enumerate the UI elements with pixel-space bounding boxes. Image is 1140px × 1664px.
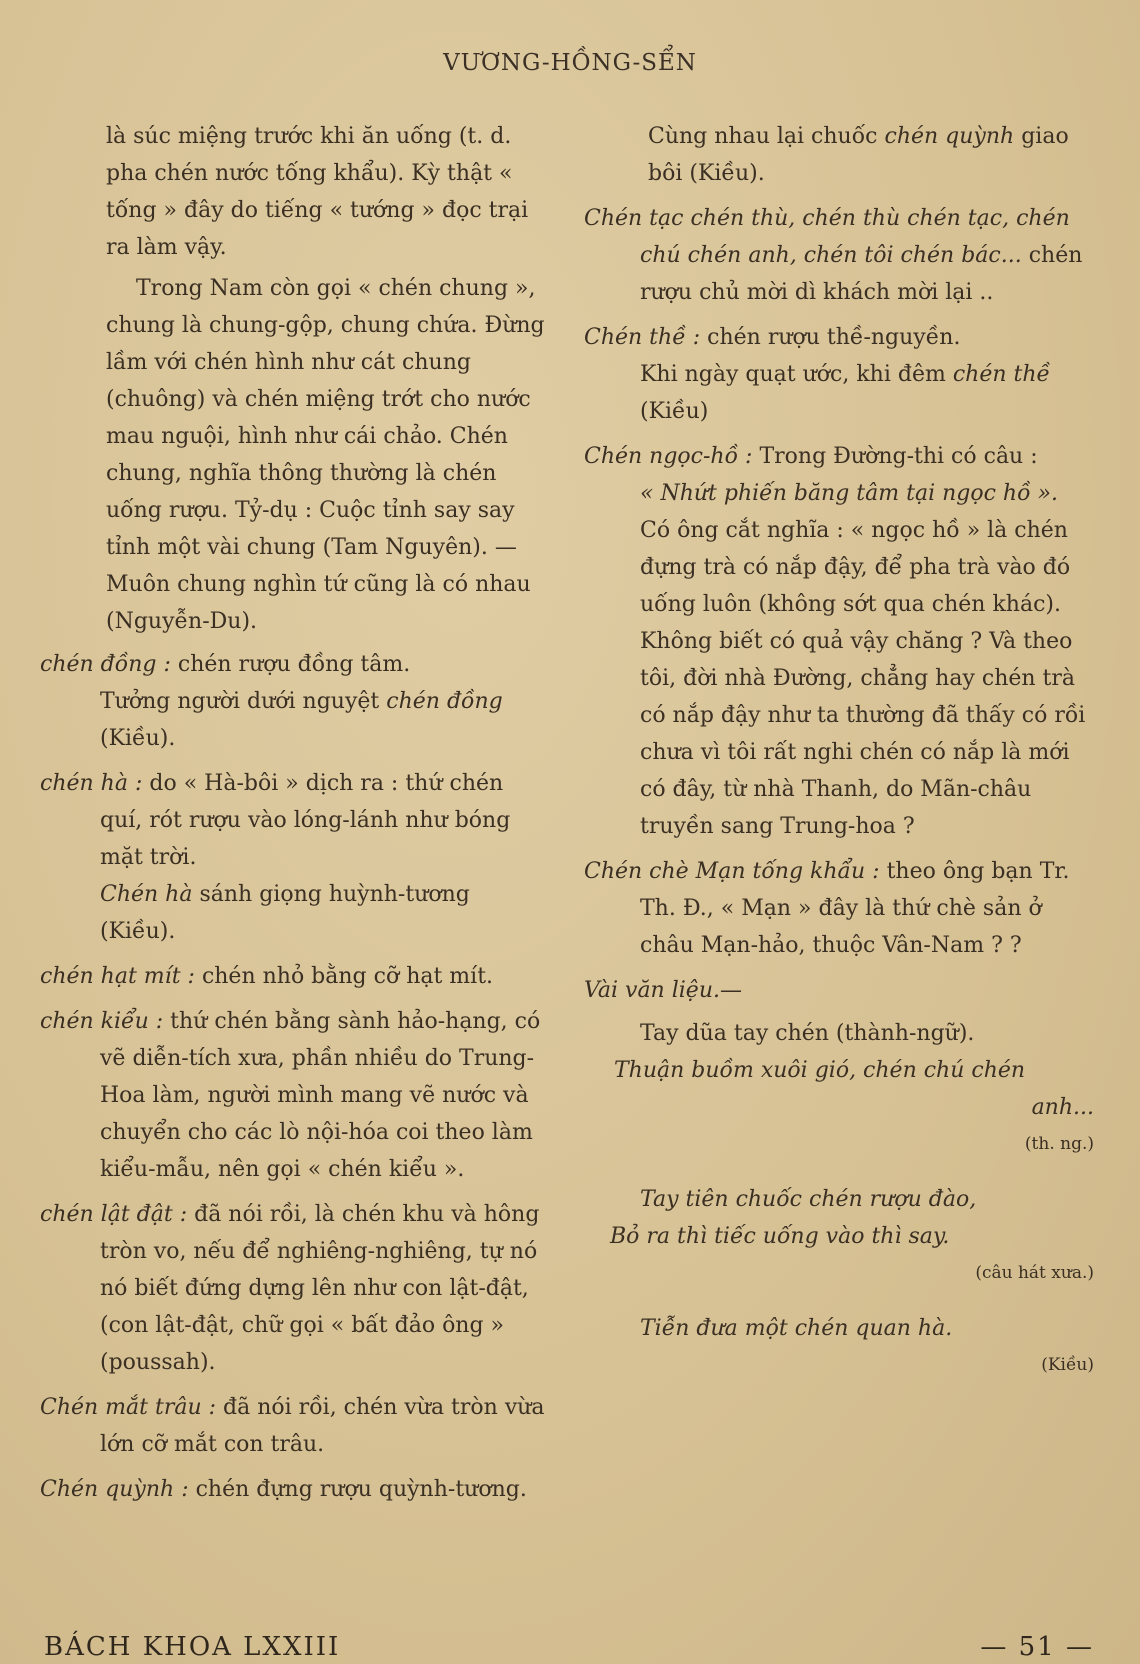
quote: Khi ngày quạt ước, khi đêm (640, 362, 946, 387)
entry-term: chén đồng : (40, 652, 171, 677)
entry-definition: thứ chén bằng sành hảo-hạng, có vẽ diễn-tích xưa, phần nhiều do Trung-Hoa làm, người mình mang vẽ nước và chuyển cho các lò nội-hóa coi theo làm kiểu-mẫu, nên gọi « chén kiểu ». (100, 1009, 541, 1182)
entry-term: Chén chè Mạn tống khẩu : (584, 859, 880, 884)
entry-definition: chén rượu đồng tâm. (177, 652, 411, 677)
quote-source: (Kiều). (100, 726, 176, 751)
entry-definition: do « Hà-bôi » dịch ra : thứ chén quí, rót rượu vào lóng-lánh như bóng mặt trời. (100, 771, 511, 870)
page-number: — 51 — (980, 1632, 1094, 1662)
entry-definition: chén nhỏ bằng cỡ hạt mít. (201, 964, 494, 989)
verse-line: Tay tiên chuốc chén rượu đào, (640, 1187, 977, 1212)
entry-definition: đã nói rồi, chén vừa tròn vừa lớn cỡ mắt con trâu. (100, 1395, 545, 1457)
quote-emph: chén quỳnh (884, 124, 1015, 149)
entry-term: Chén ngọc-hồ : (584, 444, 753, 469)
entry-chen-che-man (584, 853, 1094, 964)
right-column (584, 118, 1094, 1384)
quote-emph: « Nhứt phiến băng tâm tại ngọc hồ ». (640, 481, 1058, 506)
entry-chen-mat-trau (40, 1389, 550, 1463)
entry-chen-ha (40, 765, 550, 950)
verse-line: anh... (1031, 1095, 1094, 1120)
quote: Tưởng người dưới nguyệt (100, 689, 380, 714)
entry-term: chén kiểu : (40, 1009, 164, 1034)
entry-chen-kieu (40, 1003, 550, 1188)
entry-chen-quynh (40, 1471, 550, 1508)
entry-definition: theo ông bạn Tr. Th. Đ., « Mạn » đây là thứ chè sản ở châu Mạn-hảo, thuộc Vân-Nam ? ? (640, 859, 1070, 958)
entry-chen-the (584, 319, 1094, 430)
section-title: Vài văn liệu.— (584, 978, 742, 1003)
entry-term: chén hà : (40, 771, 143, 796)
magazine-name: BÁCH KHOA LXXIII (44, 1632, 341, 1662)
proverb: Tay dũa tay chén (thành-ngữ). (640, 1021, 975, 1046)
entry-chen-lat-dat (40, 1196, 550, 1381)
entry-term: chén hạt mít : (40, 964, 195, 989)
entry-chen-dong (40, 646, 550, 757)
verse-line: Thuận buồm xuôi gió, chén chú chén (614, 1058, 1026, 1083)
quote: giao bôi (Kiều). (648, 124, 1069, 186)
entry-definition: chén rượu chủ mời dì khách mời lại .. (640, 243, 1083, 305)
quote-emph: chén đồng (386, 689, 503, 714)
entry-chen-tac (584, 200, 1094, 311)
paragraph: Trong Nam còn gọi « chén chung », chung là chung-gộp, chung chứa. Đừng lầm với chén hình như cát chung (chuông) và chén miệng trớt cho nước mau nguội, hình như cái chảo. Chén chung, nghĩa thông thường là chén uống rượu. Tỷ-dụ : Cuộc tỉnh say say tỉnh một vài chung (Tam Nguyên). — Muôn chung nghìn tứ cũng là có nhau (Nguyễn-Du). (106, 276, 545, 634)
page-footer (44, 1632, 1094, 1662)
entry-definition: chén rượu thề-nguyền. (707, 325, 961, 350)
entry-term: Chén mắt trâu : (40, 1395, 217, 1420)
verse-source: (Kiều) (1041, 1355, 1094, 1375)
quote: sánh giọng huỳnh-tương (Kiều). (100, 882, 470, 944)
running-header: VƯƠNG-HỒNG-SỂN (443, 50, 697, 76)
paragraph: là súc miệng trước khi ăn uống (t. d. pha chén nước tống khẩu). Kỳ thật « tống » đây do tiếng « tướng » đọc trại ra làm vậy. (106, 124, 529, 260)
quote-emph: chén thề (952, 362, 1051, 387)
verse-source: (th. ng.) (1024, 1134, 1094, 1154)
entry-definition: chén đựng rượu quỳnh-tương. (195, 1477, 527, 1502)
quote-emph: Chén hà (100, 882, 193, 907)
verse-source: (câu hát xưa.) (975, 1263, 1094, 1283)
entry-term: Chén thề : (584, 325, 701, 350)
entry-definition: Có ông cắt nghĩa : « ngọc hồ » là chén đựng trà có nắp đậy, để pha trà vào đó uống luôn (không sớt qua chén khác). Không biết có quả vậy chăng ? Và theo tôi, đời nhà Đường, chẳng hay chén trà có nắp đậy như ta thường đã thấy có rồi chưa vì tôi rất nghi chén có nắp là mới có đây, từ nhà Thanh, do Mãn-châu truyền sang Trung-hoa ? (640, 518, 1086, 839)
quote-source: (Kiều) (640, 399, 709, 424)
entry-definition: đã nói rồi, là chén khu và hông tròn vo, nếu để nghiêng-nghiêng, tự nó nó biết đứng dựng lên như con lật-đật, (con lật-đật, chữ gọi « bất đảo ông » (poussah). (100, 1202, 540, 1375)
entry-definition: Trong Đường-thi có câu : (759, 444, 1038, 469)
verse-line: Tiễn đưa một chén quan hà. (640, 1316, 953, 1341)
left-column (40, 118, 550, 1516)
entry-chen-ngoc-ho (584, 438, 1094, 845)
quote: Cùng nhau lại chuốc (648, 124, 878, 149)
entry-term: chén lật đật : (40, 1202, 188, 1227)
entry-term: Chén tạc chén thù, chén thù chén tạc, chén chú chén anh, chén tôi chén bác... (584, 206, 1070, 268)
quote-block (584, 118, 1094, 192)
entry-chen-hat-mit (40, 958, 550, 995)
entry-term: Chén quỳnh : (40, 1477, 189, 1502)
verse-line: Bỏ ra thì tiếc uống vào thì say. (610, 1224, 950, 1249)
